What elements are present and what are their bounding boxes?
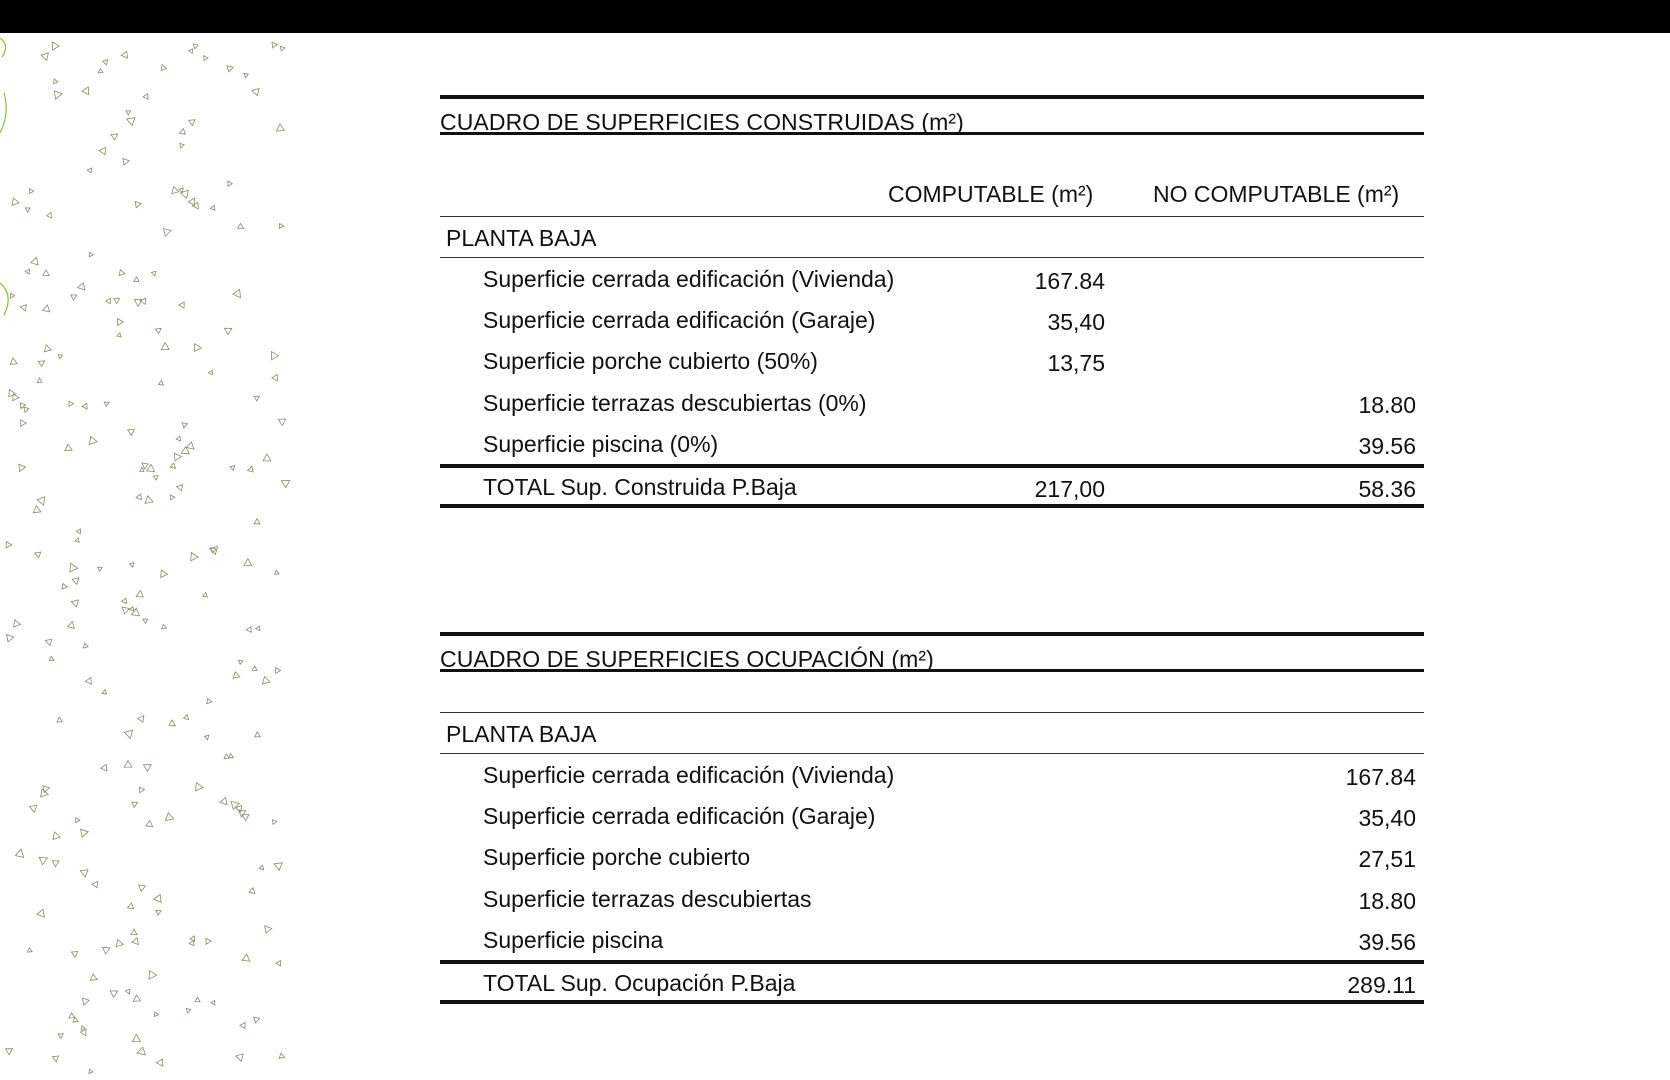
hatch-triangle: [180, 143, 185, 148]
hatch-triangle: [187, 442, 194, 449]
total-no-computable-value: 58.36: [1358, 476, 1416, 502]
hatch-triangle: [10, 358, 17, 364]
hatch-triangle: [116, 940, 123, 947]
hatch-triangle: [276, 668, 281, 674]
table-row: [440, 423, 1424, 465]
hatch-triangle: [71, 295, 77, 300]
hatch-triangle: [85, 678, 91, 685]
hatch-triangle: [45, 639, 52, 645]
hatch-triangle: [52, 861, 59, 867]
hatch-triangle: [186, 1008, 191, 1013]
row-value: 39.56: [1358, 929, 1416, 955]
hatch-triangle: [240, 1023, 245, 1029]
hatch-triangle: [37, 909, 44, 917]
hatch-triangle: [43, 305, 50, 312]
hatch-triangle: [171, 495, 175, 500]
hatch-triangle: [9, 390, 16, 397]
hatch-triangle: [230, 466, 235, 471]
hatch-triangle: [132, 802, 138, 807]
hatch-triangle: [179, 188, 183, 192]
hatch-triangle: [122, 607, 129, 614]
hatch-triangle: [83, 643, 88, 648]
hatch-triangle: [119, 270, 125, 276]
hatch-triangle: [279, 224, 283, 229]
row-label: Superficie piscina (0%): [483, 431, 719, 457]
hatch-triangle: [126, 111, 131, 115]
hatch-triangle: [252, 666, 257, 670]
table-row: [440, 258, 1424, 300]
hatch-triangle: [134, 277, 139, 282]
built-area-table-title: [440, 95, 1424, 135]
hatch-triangle: [70, 563, 78, 572]
hatch-triangle: [78, 283, 85, 290]
hatch-triangle: [117, 333, 121, 337]
hatch-triangle: [189, 120, 195, 126]
hatch-triangle: [272, 375, 277, 381]
hatch-triangle: [271, 352, 278, 360]
hatch-triangle: [140, 468, 144, 472]
hatch-triangle: [37, 497, 45, 505]
hatch-triangle: [111, 134, 118, 140]
hatch-triangle: [211, 1000, 215, 1005]
table-row: [440, 382, 1424, 424]
hatch-triangle: [29, 805, 36, 812]
built-area-title-text: CUADRO DE SUPERFICIES CONSTRUIDAS (m²): [440, 109, 964, 135]
hatch-triangle: [35, 552, 41, 558]
hatch-triangle: [123, 158, 129, 165]
hatch-triangle: [14, 620, 21, 627]
hatch-triangle: [233, 672, 240, 678]
hatch-triangle: [19, 464, 26, 471]
row-label: Superficie terrazas descubiertas (0%): [483, 390, 867, 416]
hatch-triangle: [242, 954, 250, 961]
hatch-triangle: [169, 720, 175, 726]
hatch-triangle: [98, 567, 103, 571]
hatch-triangle: [236, 1054, 243, 1061]
hatch-triangle: [192, 202, 198, 209]
hatch-triangle: [99, 147, 106, 154]
hatch-triangle: [15, 849, 23, 857]
hatch-triangle: [279, 1053, 284, 1058]
hatch-triangle: [82, 998, 89, 1005]
hatch-triangle: [159, 380, 164, 385]
hatch-triangle: [143, 619, 148, 623]
row-label: Superficie piscina: [483, 927, 664, 953]
hatch-triangle: [210, 546, 218, 554]
hatch-triangle: [259, 865, 263, 870]
hatch-triangle: [6, 542, 12, 548]
hatch-triangle: [157, 1059, 163, 1066]
hatch-triangle: [154, 1012, 158, 1017]
occupation-area-table: [440, 632, 1424, 1012]
hatch-triangle: [68, 622, 75, 629]
built-area-table: [440, 95, 1424, 515]
hatch-triangle: [131, 929, 137, 935]
hatch-triangle: [203, 593, 208, 598]
hatch-triangle: [227, 66, 233, 72]
hatch-triangle: [57, 717, 62, 722]
hatch-triangle: [273, 820, 277, 825]
hatch-triangle: [248, 466, 254, 472]
hatch-triangle: [75, 538, 79, 542]
hatch-triangle: [184, 715, 189, 720]
hatch-triangle: [280, 46, 285, 51]
hatch-triangle: [228, 181, 232, 186]
row-label: Superficie porche cubierto: [483, 844, 751, 870]
hatch-triangle: [31, 257, 38, 265]
header-divider: [440, 216, 1424, 217]
hatch-triangle: [133, 995, 140, 1001]
hatch-triangle: [127, 118, 135, 126]
hatch-triangle: [136, 591, 143, 598]
hatch-triangle: [39, 857, 47, 864]
hatch-triangle: [76, 529, 80, 534]
hatch-triangle: [80, 870, 88, 877]
row-label: Superficie cerrada edificación (Vivienda): [483, 762, 895, 788]
hatch-triangle: [195, 997, 200, 1002]
section-label-planta-baja: PLANTA BAJA: [446, 721, 597, 747]
hatch-triangle: [110, 991, 118, 998]
hatch-triangle: [98, 69, 103, 73]
hatch-triangle: [53, 832, 60, 840]
hatch-triangle: [87, 168, 91, 173]
hatch-triangle: [92, 882, 98, 888]
hatch-triangle: [101, 764, 107, 771]
hatch-triangle: [182, 423, 188, 428]
hatch-triangle: [190, 936, 195, 941]
hatch-triangle: [10, 293, 14, 298]
hatch-triangle: [124, 730, 132, 738]
hatch-triangle: [76, 818, 80, 823]
hatch-triangle: [156, 910, 161, 915]
hatch-triangle: [263, 454, 271, 461]
hatch-triangle: [21, 420, 27, 426]
hatch-triangle: [153, 476, 158, 481]
table-row: [440, 919, 1424, 961]
hatch-triangle: [135, 201, 141, 207]
hatch-triangle: [82, 403, 87, 409]
hatch-triangle: [138, 716, 144, 723]
hatch-triangle: [54, 91, 62, 99]
hatch-triangle: [179, 302, 185, 308]
hatch-triangle: [58, 1034, 63, 1039]
hatch-triangle: [6, 1049, 13, 1055]
hatch-triangle: [131, 608, 139, 616]
hatch-triangle: [154, 894, 161, 902]
hatch-triangle: [210, 205, 215, 210]
hatch-triangle: [220, 798, 227, 805]
hatch-triangle: [52, 1056, 58, 1062]
hatch-triangle: [102, 947, 110, 954]
hatch-triangle: [52, 42, 59, 50]
hatch-triangle: [281, 481, 289, 488]
hatch-triangle: [81, 829, 89, 837]
occupation-area-table-title: [440, 632, 1424, 672]
hatch-triangle: [72, 578, 79, 585]
hatch-triangle: [25, 269, 29, 274]
hatch-triangle: [254, 396, 259, 401]
row-value: 167.84: [1345, 764, 1416, 790]
hatch-triangle: [176, 436, 180, 441]
hatch-triangle: [121, 51, 127, 58]
table-row: [440, 795, 1424, 837]
hatch-triangle: [278, 419, 285, 426]
hatch-triangle: [114, 298, 120, 303]
occupation-area-title-text: CUADRO DE SUPERFICIES OCUPACIÓN (m²): [440, 646, 934, 672]
hatch-triangle: [246, 627, 251, 633]
section-label-planta-baja: PLANTA BAJA: [446, 225, 597, 251]
hatch-triangle: [146, 820, 153, 826]
hatch-triangle: [244, 559, 252, 566]
row-no-computable-value: 39.56: [1358, 433, 1416, 459]
hatch-triangle: [263, 677, 271, 685]
hatch-triangle: [272, 42, 277, 48]
hatch-triangle: [128, 903, 134, 909]
hatch-triangle: [256, 626, 260, 631]
hatch-triangle: [117, 319, 123, 326]
hatch-triangle: [206, 938, 211, 944]
hatch-triangle: [106, 298, 111, 303]
hatch-curve: [0, 38, 6, 57]
row-label: Superficie porche cubierto (50%): [483, 348, 818, 374]
total-computable-value: 217,00: [1034, 476, 1105, 502]
hatch-triangle: [149, 971, 157, 980]
hatch-triangle: [65, 444, 72, 451]
hatch-triangle: [143, 765, 151, 772]
hatch-triangle: [38, 361, 44, 367]
hatch-triangle: [191, 553, 198, 561]
hatch-triangle: [225, 328, 232, 334]
hatch-triangle: [276, 961, 281, 966]
hatch-triangle: [130, 563, 135, 568]
site-plan-hatch-pattern: [0, 33, 300, 1080]
total-label: TOTAL Sup. Ocupación P.Baja: [483, 970, 796, 996]
hatch-triangle: [125, 989, 130, 994]
hatch-triangle: [143, 94, 148, 100]
hatch-triangle: [172, 187, 179, 194]
table-row: [440, 340, 1424, 382]
hatch-triangle: [161, 570, 168, 578]
hatch-triangle: [69, 1013, 75, 1018]
row-computable-value: 35,40: [1047, 309, 1105, 335]
hatch-triangle: [43, 786, 50, 793]
hatch-triangle: [233, 289, 241, 297]
hatch-triangle: [102, 690, 107, 695]
hatch-triangle: [29, 189, 33, 194]
hatch-triangle: [132, 1034, 140, 1041]
hatch-triangle: [69, 401, 74, 406]
row-label: Superficie cerrada edificación (Garaje): [483, 307, 876, 333]
hatch-triangle: [58, 355, 62, 359]
row-value: 35,40: [1358, 805, 1416, 831]
hatch-triangle: [252, 89, 259, 96]
row-label: Superficie cerrada edificación (Garaje): [483, 803, 876, 829]
hatch-triangle: [72, 952, 78, 958]
hatch-triangle: [147, 465, 155, 472]
hatch-triangle: [204, 735, 209, 739]
hatch-triangle: [82, 87, 89, 95]
hatch-triangle: [62, 584, 67, 590]
hatch-triangle: [139, 787, 144, 793]
hatch-triangle: [81, 1026, 85, 1030]
hatch-triangle: [166, 813, 174, 821]
hatch-triangle: [162, 624, 167, 629]
hatch-triangle: [174, 453, 181, 461]
hatch-triangle: [151, 271, 156, 276]
hatch-triangle: [24, 407, 29, 412]
total-row: [440, 960, 1424, 1004]
hatch-triangle: [196, 783, 204, 791]
hatch-triangle: [89, 1069, 93, 1073]
hatch-triangle: [193, 44, 198, 49]
col-header-computable: COMPUTABLE (m²): [888, 181, 1094, 207]
table-row: [440, 878, 1424, 920]
hatch-triangle: [54, 79, 58, 84]
hatch-triangle: [12, 198, 19, 205]
hatch-triangle: [207, 698, 212, 703]
hatch-triangle: [255, 732, 261, 737]
hatch-triangle: [142, 463, 148, 469]
hatch-triangle: [44, 345, 51, 352]
hatch-triangle: [161, 65, 166, 71]
row-computable-value: 167.84: [1034, 268, 1105, 294]
hatch-triangle: [244, 74, 248, 78]
hatch-triangle: [89, 252, 93, 256]
hatch-triangle: [265, 926, 272, 934]
hatch-triangle: [41, 53, 48, 60]
table-row: [440, 299, 1424, 341]
hatch-triangle: [33, 506, 41, 513]
total-row: [440, 464, 1424, 508]
row-no-computable-value: 18.80: [1358, 392, 1416, 418]
hatch-triangle: [161, 343, 169, 350]
hatch-triangle: [139, 885, 146, 891]
hatch-triangle: [130, 607, 134, 611]
hatch-triangle: [204, 56, 208, 61]
row-value: 27,51: [1358, 846, 1416, 872]
hatch-triangle: [170, 463, 176, 468]
hatch-triangle: [122, 598, 127, 603]
row-label: Superficie terrazas descubiertas: [483, 886, 812, 912]
hatch-triangle: [194, 344, 201, 352]
table-row: [440, 754, 1424, 796]
row-value: 18.80: [1358, 888, 1416, 914]
hatch-triangle: [239, 660, 243, 664]
hatch-triangle: [231, 801, 239, 809]
header-divider: [440, 712, 1424, 713]
hatch-triangle: [189, 940, 194, 945]
hatch-triangle: [238, 223, 244, 228]
hatch-triangle: [46, 213, 51, 219]
col-header-no-computable: NO COMPUTABLE (m²): [1153, 181, 1400, 207]
hatch-triangle: [71, 600, 78, 607]
row-label: Superficie cerrada edificación (Vivienda): [483, 266, 895, 292]
hatch-curve: [0, 283, 8, 315]
total-label: TOTAL Sup. Construida P.Baja: [483, 474, 797, 500]
hatch-triangle: [254, 1017, 260, 1023]
hatch-triangle: [177, 485, 183, 491]
hatch-triangle: [49, 656, 54, 660]
hatch-triangle: [254, 519, 260, 524]
hatch-triangle: [189, 49, 193, 53]
hatch-triangle: [136, 494, 141, 500]
hatch-triangle: [43, 270, 49, 276]
total-value: 289.11: [1347, 972, 1416, 998]
hatch-triangle: [188, 198, 194, 205]
hatch-triangle: [137, 1047, 145, 1055]
hatch-triangle: [102, 60, 107, 65]
row-computable-value: 13,75: [1047, 350, 1105, 376]
hatch-triangle: [274, 863, 282, 871]
hatch-triangle: [7, 635, 14, 643]
top-black-bar: [0, 0, 1670, 33]
hatch-triangle: [128, 429, 135, 435]
hatch-triangle: [27, 948, 32, 952]
hatch-triangle: [124, 761, 132, 768]
hatch-triangle: [89, 436, 97, 444]
hatch-triangle: [179, 129, 185, 135]
hatch-triangle: [132, 938, 139, 945]
hatch-triangle: [145, 496, 153, 504]
hatch-triangle: [90, 974, 97, 980]
hatch-triangle: [275, 570, 279, 574]
hatch-triangle: [249, 888, 255, 894]
hatch-triangle: [37, 378, 42, 382]
hatch-triangle: [229, 754, 234, 758]
hatch-triangle: [277, 124, 285, 131]
hatch-triangle: [104, 402, 109, 406]
hatch-triangle: [20, 305, 26, 311]
table-row: [440, 836, 1424, 878]
hatch-triangle: [242, 815, 249, 821]
hatch-triangle: [208, 370, 212, 374]
hatch-triangle: [155, 328, 161, 333]
hatch-triangle: [25, 208, 30, 212]
hatch-curve: [0, 93, 6, 133]
hatch-triangle: [163, 228, 171, 236]
